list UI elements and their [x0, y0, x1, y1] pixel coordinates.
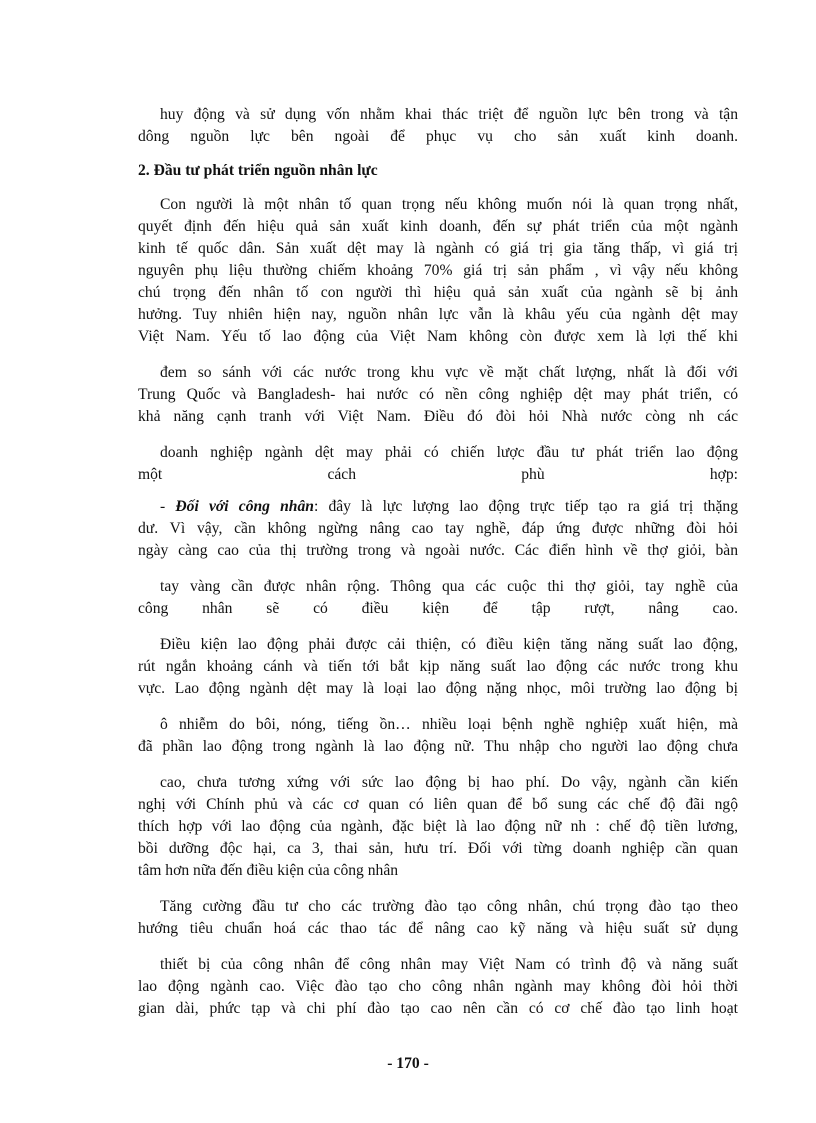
- text-line: huy động và sử dụng vốn nhằm khai thác triệt để nguồn lực bên trong và tận: [160, 106, 738, 123]
- text-line: tay vàng cần được nhân rộng. Thông qua các cuộc thi thợ giỏi, tay nghề của: [160, 578, 738, 595]
- text-line: quyết định đến hiệu quả sản xuất kinh doanh, đến sự phát triển của một ngành: [138, 218, 738, 235]
- text-line: cao, chưa tương xứng với sức lao động bị hao phí. Do vậy, ngành cần kiến: [160, 774, 738, 791]
- text-line: nguyên phụ liệu thường chiếm khoảng 70% giá trị sản phẩm , vì vậy nếu không: [138, 262, 738, 279]
- paragraph-3: [138, 362, 738, 428]
- list-dash: -: [160, 498, 176, 515]
- text-line: ngày càng cao của thị trường trong và ngoài nước. Các điển hình về thợ giỏi, bàn: [138, 542, 738, 559]
- paragraph-10: [138, 896, 738, 940]
- paragraph-6: [138, 576, 738, 620]
- paragraph-4: [138, 442, 738, 486]
- text-line: thiết bị của công nhân để công nhân may Việt Nam có trình độ và năng suất: [160, 956, 738, 973]
- text-line: công nhân sẽ có điều kiện để tập rượt, nâng cao.: [138, 600, 738, 617]
- text-line: khả năng cạnh tranh với Việt Nam. Điều đó đòi hỏi Nhà nước còng nh các: [138, 408, 738, 425]
- text-line: tâm hơn nữa đến điều kiện của công nhân: [138, 862, 399, 879]
- text-line: dông nguồn lực bên ngoài để phục vụ cho sản xuất kinh doanh.: [138, 128, 738, 145]
- text-line: Điều kiện lao động phải được cải thiện, có điều kiện tăng năng suất lao động,: [160, 636, 738, 653]
- text-line: hướng tiêu chuẩn hoá các thao tác để nâng cao kỹ năng và hiệu suất sử dụng: [138, 920, 738, 937]
- text-line: rút ngắn khoảng cánh và tiến tới bắt kịp năng suất lao động các nước trong khu: [138, 658, 738, 675]
- document-page: [138, 104, 738, 1020]
- text-line: Trung Quốc và Bangladesh- hai nước có nền công nghiệp dệt may phát triển, có: [138, 386, 738, 403]
- text-line: vực. Lao động ngành dệt may là loại lao động nặng nhọc, môi trường lao động bị: [138, 680, 738, 697]
- paragraph-8: [138, 714, 738, 758]
- text-line: kinh tế quốc dân. Sản xuất dệt may là ngành có giá trị gia tăng thấp, vì giá trị: [138, 240, 738, 257]
- text-fragment: : đây là lực lượng lao động trực tiếp tạo ra giá trị thặng: [313, 498, 738, 515]
- paragraph-11: [138, 954, 738, 1020]
- paragraph-9: [138, 772, 738, 882]
- text-line: đem so sánh với các nước trong khu vực về mặt chất lượng, nhất là đối với: [160, 364, 738, 381]
- section-heading: 2. Đầu tư phát triển nguồn nhân lực: [138, 162, 378, 179]
- page-number: - 170 -: [387, 1055, 429, 1072]
- text-line: Con người là một nhân tố quan trọng nếu không muốn nói là quan trọng nhất,: [160, 196, 738, 213]
- text-line: Tăng cường đầu tư cho các trường đào tạo công nhân, chú trọng đào tạo theo: [160, 898, 738, 915]
- text-line: một cách phù hợp:: [138, 466, 738, 483]
- text-line: dư. Vì vậy, cần không ngừng nâng cao tay nghề, đáp ứng được những đòi hỏi: [138, 520, 738, 537]
- text-line: doanh nghiệp ngành dệt may phải có chiến lược đầu tư phát triển lao động: [160, 444, 738, 461]
- emphasis-text: Đối với công nhân: [175, 498, 314, 515]
- text-line: ô nhiễm do bôi, nóng, tiếng ồn… nhiều loại bệnh nghề nghiệp xuất hiện, mà: [160, 716, 738, 733]
- paragraph-5: [138, 496, 738, 562]
- text-line: gian dài, phức tạp và chi phí đào tạo cao nên cần có cơ chế đào tạo linh hoạt: [138, 1000, 738, 1017]
- paragraph-2: [138, 194, 738, 348]
- paragraph-7: [138, 634, 738, 700]
- text-line: bồi dưỡng độc hại, ca 3, thai sản, hưu trí. Đối với từng doanh nghiệp cần quan: [138, 840, 738, 857]
- text-line: chú trọng đến nhân tố con người thì hiệu quả sản xuất của ngành sẽ bị ảnh: [138, 284, 738, 301]
- text-line: thích hợp với lao động của ngành, đặc biệt là lao động nữ nh : chế độ tiền lương,: [138, 818, 738, 835]
- text-line: hưởng. Tuy nhiên hiện nay, nguồn nhân lực vẫn là khâu yếu của ngành dệt may: [138, 306, 738, 323]
- text-line: [138, 496, 738, 518]
- paragraph-1: [138, 104, 738, 148]
- text-line: nghị với Chính phủ và các cơ quan có liên quan để bổ sung các chế độ đãi ngộ: [138, 796, 738, 813]
- text-line: lao động ngành cao. Việc đào tạo cho công nhân ngành may không đòi hỏi thời: [138, 978, 738, 995]
- text-line: đã phần lao động trong ngành là lao động nữ. Thu nhập cho người lao động chưa: [138, 738, 738, 755]
- text-line: Việt Nam. Yếu tố lao động của Việt Nam không còn được xem là lợi thế khi: [138, 328, 738, 345]
